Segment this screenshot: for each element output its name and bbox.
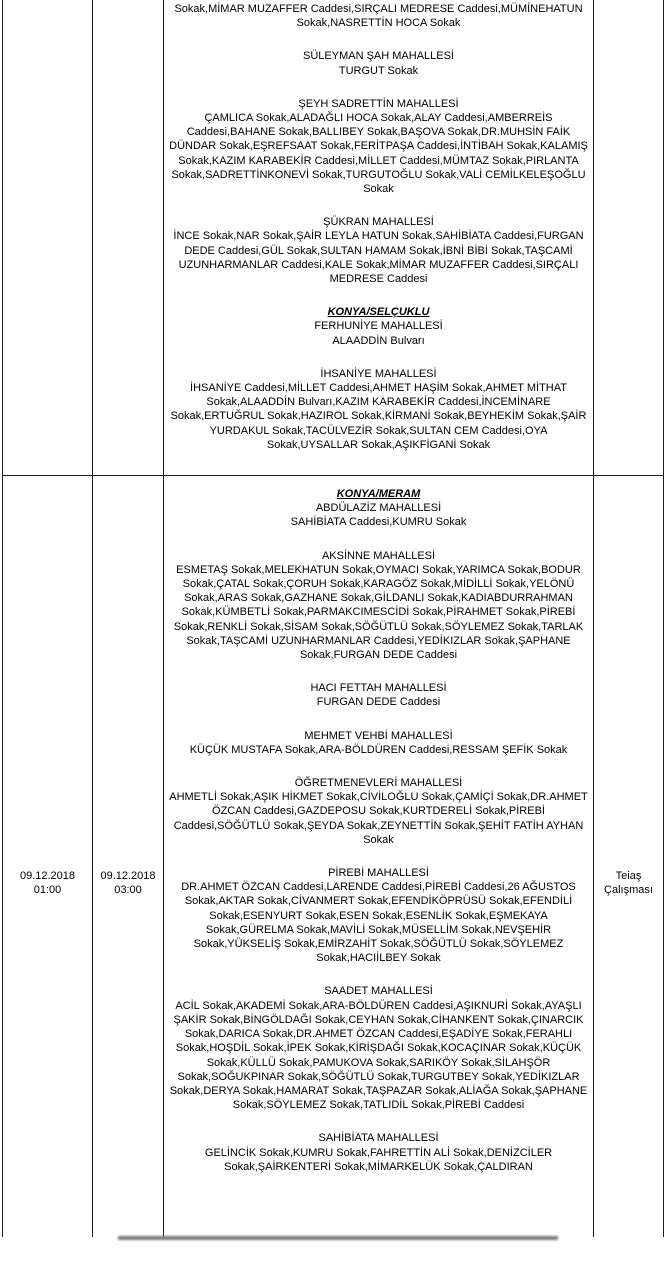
district-heading: KONYA/MERAM [336,488,421,500]
mahalle-section [167,305,590,348]
street-list: GELİNCİK Sokak,KUMRU Sokak,FAHRETTİN ALİ Sokak,DENİZCİLER Sokak,ŞAİRKENTERİ Sokak,MİMARKELÜK Sokak,ÇALDIRAN [204,1146,553,1173]
mahalle-section [167,2,590,30]
street-list: ACİL Sokak,AKADEMİ Sokak,ARA-BÖLDÜREN Caddesi,AŞIKNURİ Sokak,AYAŞLI ŞAKİR Sokak,BİNGÖLDAĞI Sokak,CEYHAN Sokak,CİHANKENT Sokak,ÇINARCIK Sokak,DARICA Sokak,DR.AHMET ÖZCAN Caddesi,EŞADİYE Sokak,FERAHLI Sokak,HOŞDİL Sokak,İPEK Sokak,KİRİŞDAĞI Sokak,KOCAÇINAR Sokak,KÜÇÜK Sokak,KÜLLÜ Sokak,PAMUKOVA Sokak,SARIKÖY Sokak,SİLAHŞÖR Sokak,SOĞUKPINAR Sokak,SÖĞÜTLÜ Sokak,TURGUTBEY Sokak,YEDİKIZLAR Sokak,DERYA Sokak,HAMARAT Sokak,TAŞPAZAR Sokak,ALİAĞA Sokak,ŞAPHANE Sokak,SÖYLEMEZ Sokak,TATLIDİL Sokak,PİREBİ Caddesi [169,999,588,1112]
start-date: 09.12.2018 [19,870,76,882]
mahalle-section [167,866,590,965]
street-list: SAHİBİATA Caddesi,KUMRU Sokak [290,516,467,529]
mahalle-section [167,549,590,663]
mahalle-section [167,776,590,847]
street-list: İHSANİYE Caddesi,MİLLET Caddesi,AHMET HAŞİM Sokak,AHMET MİTHAT Sokak,ALAADDİN Bulvarı,KAZIM KARABEKİR Caddesi,İNCEMİNARE Sokak,ERTUĞRUL Sokak,HAZIROL Sokak,KİRMANİ Sokak,BEYHEKİM Sokak,ŞAİR YURDAKUL Sokak,TACÜLVEZİR Sokak,SULTAN CEM Caddesi,OYA Sokak,UYSALLAR Sokak,AŞIKFİGANİ Sokak [170,382,587,451]
mahalle-heading: HACI FETTAH MAHALLESİ [310,682,447,695]
row1-streets-cell [167,2,590,452]
mahalle-heading: SÜLEYMAN ŞAH MAHALLESİ [303,50,454,63]
street-list: Sokak,MİMAR MUZAFFER Caddesi,SIRÇALI MEDRESE Caddesi,MÜMİNEHATUN Sokak,NASRETTİN HOCA Sokak [174,3,583,30]
mahalle-heading: ABDÜLAZİZ MAHALLESİ [315,502,442,515]
street-list: DR.AHMET ÖZCAN Caddesi,LARENDE Caddesi,PİREBİ Caddesi,26 AĞUSTOS Sokak,AKTAR Sokak,CİVANMERT Sokak,EFENDİKÖPRÜSÜ Sokak,EFENDİLİ Sokak,ESENYURT Sokak,ESEN Sokak,ESENLİK Sokak,EŞMEKAYA Sokak,GÜRELMA Sokak,MAVİLİ Sokak,MÜSELLİM Sokak,NEVŞEHİR Sokak,YÜKSELİŞ Sokak,EMİRZAHİT Sokak,SÖĞÜTLÜ Sokak,SÖYLEMEZ Sokak,HACIİLBEY Sokak [181,881,576,965]
mahalle-section [167,49,590,77]
street-list: ESMETAŞ Sokak,MELEKHATUN Sokak,OYMACI Sokak,YARIMCA Sokak,BODUR Sokak,ÇATAL Sokak,ÇORUH Sokak,KARAGÖZ Sokak,MİDİLLİ Sokak,YELÖNÜ Sokak,ARAS Sokak,GAZHANE Sokak,GİLDANLI Sokak,KADIABDURRAHMAN Sokak,KÜMBETLİ Sokak,PARMAKCIMESCİDİ Sokak,PİRAHMET Sokak,PİREBİ Sokak,RENKLİ Sokak,SİSAM Sokak,SÖĞÜTLÜ Sokak,SÖYLEMEZ Sokak,TARLAK Sokak,TAŞCAMİ UZUNHARMANLAR Caddesi,YEDİKIZLAR Sokak,ŞAPHANE Sokak,FURGAN DEDE Caddesi [173,563,584,662]
street-list: İNCE Sokak,NAR Sokak,ŞAİR LEYLA HATUN Sokak,SAHİBİATA Caddesi,FURGAN DEDE Caddesi,GÜL Sokak,SULTAN HAMAM Sokak,İBNİ BİBİ Sokak,TAŞCAMİ UZUNHARMANLAR Caddesi,KALE Sokak,MİMAR MUZAFFER Caddesi,SIRÇALI MEDRESE Caddesi [173,230,584,286]
street-list: AHMETLİ Sokak,AŞIK HİKMET Sokak,CİVİLOĞLU Sokak,ÇAMİÇİ Sokak,DR.AHMET ÖZCAN Caddesi,GAZDEPOSU Sokak,KURTDERELİ Sokak,PİREBİ Caddesi,SÖĞÜTLÜ Sokak,ŞEYDA Sokak,ZEYNETTİN Sokak,ŞEHİT FATİH AYHAN Sokak [169,791,588,846]
cropped-text-band [118,1236,558,1240]
mahalle-heading: ŞEYH SADRETTİN MAHALLESİ [298,97,459,110]
work-type-cell: Teiaş Çalışması [604,870,653,897]
mahalle-heading: PİREBİ MAHALLESİ [328,867,429,880]
mahalle-section [167,367,590,452]
mahalle-heading: AKSİNNE MAHALLESİ [321,549,436,562]
mahalle-heading: ÖĞRETMENEVLERİ MAHALLESİ [294,777,463,790]
start-datetime-cell [3,869,92,897]
mahalle-heading: ŞÜKRAN MAHALLESİ [323,216,434,229]
end-date: 09.12.2018 [100,870,156,882]
start-time: 01:00 [33,884,62,897]
mahalle-section [167,729,590,757]
table-border-right [663,0,664,1237]
column-divider-start-end [92,0,93,1237]
street-list: ALAADDİN Bulvarı [332,334,425,347]
column-divider-end-streets [163,0,164,1237]
table-border-left [2,0,3,1237]
mahalle-heading: SAADET MAHALLESİ [324,985,433,998]
mahalle-section [167,1131,590,1174]
mahalle-section [167,487,590,530]
mahalle-heading: İHSANİYE MAHALLESİ [320,367,437,380]
mahalle-section [167,984,590,1112]
row2-streets-cell [167,487,590,1174]
street-list: TURGUT Sokak [338,64,419,77]
street-list: KÜÇÜK MUSTAFA Sokak,ARA-BÖLDÜREN Caddesi,RESSAM ŞEFİK Sokak [189,743,568,756]
mahalle-section [167,97,590,196]
mahalle-heading: SAHİBİATA MAHALLESİ [318,1132,439,1145]
mahalle-section [167,215,590,286]
end-time: 03:00 [114,884,142,897]
column-divider-streets-note [593,0,594,1237]
mahalle-heading: FERHUNİYE MAHALLESİ [314,320,443,333]
street-list: ÇAMLICA Sokak,ALADAĞLI HOCA Sokak,ALAY Caddesi,AMBERREİS Caddesi,BAHANE Sokak,BALLIBEY Sokak,BAŞOVA Sokak,DR.MUHSİN FAİK DÜNDAR Sokak,EŞREFSAAT Sokak,FERİTPAŞA Caddesi,İNTİBAH Sokak,KALAMIŞ Sokak,KAZIM KARABEKİR Caddesi,MİLLET Caddesi,MÜMTAZ Sokak,PIRLANTA Sokak,SADRETTİNKONEVİ Sokak,TURGUTOĞLU Sokak,VALİ CEMİLKELEŞOĞLU Sokak [169,112,588,196]
mahalle-section [167,681,590,709]
mahalle-heading: MEHMET VEHBİ MAHALLESİ [304,729,453,742]
street-list: FURGAN DEDE Caddesi [316,696,441,709]
end-datetime-cell [93,869,163,897]
row-divider [2,475,664,476]
district-heading: KONYA/SELÇUKLU [327,306,430,319]
